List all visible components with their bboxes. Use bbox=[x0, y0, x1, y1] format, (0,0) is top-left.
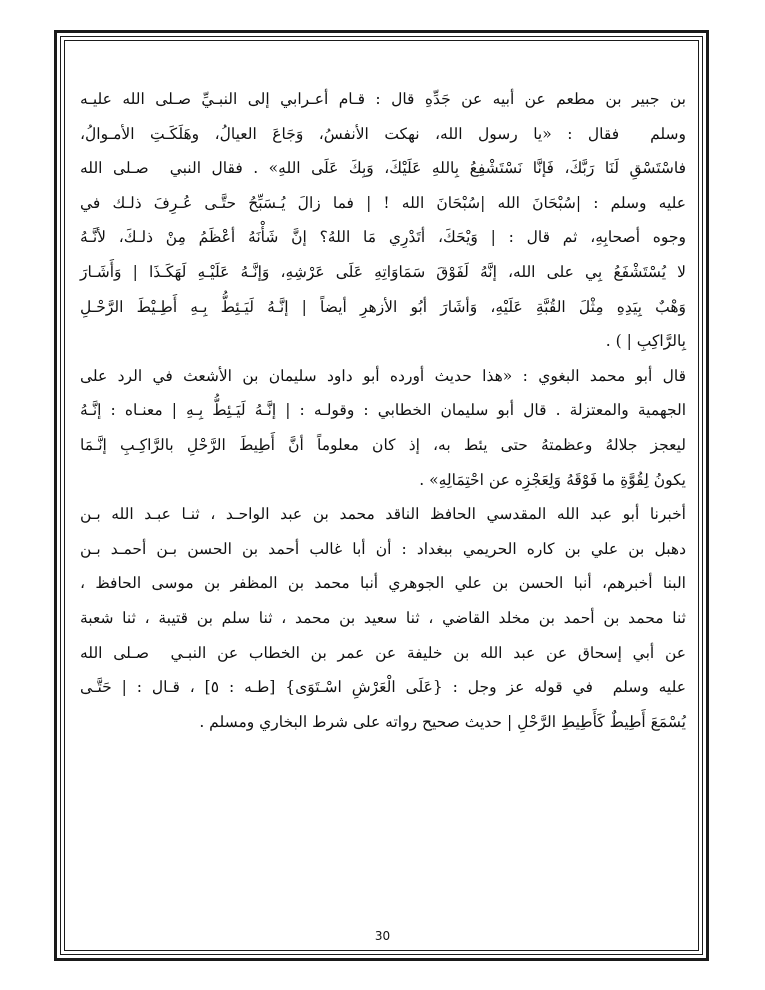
text-line: فاسْتَسْقِ لَنَا رَبَّكَ، فَإنَّا نَسْتَشْفِعُ بِاللهِ عَلَيْكَ، وَبِكَ عَلَى اللهِ» . فقال النبي ‏ صـلى الله bbox=[80, 159, 686, 178]
text-line: ثنا محمد بن أحمد بن مخلد القاضي ، ثنا سعيد بن محمد ، ثنا سلم بن قتيبة ، ثنا شعبة bbox=[80, 608, 686, 627]
page-number: 30 bbox=[374, 929, 391, 943]
text-line: ليعجز جلالهُ وعظمتهُ حتى يئط به، إذ كان معلوماً أنَّ أَطِيطَ الرَّحْلِ بالرَّاكِـبِ إنَّـمَا bbox=[80, 435, 686, 454]
text-line: لا يُسْتَشْفَعُ بِي على الله، إنَّهُ لَفَوْقَ سَمَاوَاتِهِ عَلَى عَرْشِهِ، وَإنَّـهُ عَلَيْـهِ لَهَكَـذَا | وَأَشَـارَ bbox=[80, 262, 686, 281]
text-line: أخبرنا أبو عبد الله المقدسي الحافظ الناقد محمد بن عبد الواحـد ، ثنـا عبـد الله بـن bbox=[80, 505, 686, 524]
text-line: وجوه أصحابِهِ، ثم قال : | وَيْحَكَ، أتَدْرِي مَا اللهُ؟ إنَّ شَأْنَهُ أعْظَمُ مِنْ ذلـكَ، لأنَّـهُ bbox=[80, 228, 686, 247]
page-body bbox=[80, 82, 686, 739]
paragraph bbox=[80, 497, 686, 739]
text-line: عن أبي إسحاق عن عبد الله بن خليفة عن عمر بن الخطاب عن النبـي ‏ صـلى الله bbox=[80, 643, 686, 662]
text-line: عليه وسلم ‏ في قوله عز وجل : {عَلَى الْعَرْشِ اسْـتَوَى} [طـه : ٥] ، قـال : | حَتَّـى bbox=[80, 678, 686, 697]
text-line: الجهمية والمعتزلة . قال أبو سليمان الخطابي : وقولـه : | إنَّـهُ لَيَـئِطُّ بِـهِ | معنـاه : إنَّـهُ bbox=[80, 401, 686, 420]
text-line: يكونُ لِقُوَّةِ ما فَوْقَهُ وَلِعَجْزِه عن احْتِمَالِهِ» . bbox=[419, 470, 686, 489]
text-line: عليه وسلم ‏: |سُبْحَانَ الله |سُبْحَانَ الله ! | فما زالَ يُـسَبِّحُ حتَّـى عُـرِفَ ذلـك في bbox=[80, 193, 686, 212]
text-line: وَهْبٌ بِيَدِهِ مِثْلَ القُبَّةِ عَلَيْهِ، وَأشَارَ أبُو الأزهرِ أيضاً | إنَّـهُ لَيَـئِطُّ بِـهِ أَطِـيْطَ الرَّحْـلِ bbox=[80, 297, 686, 316]
text-line: بن جبير بن مطعم عن أبيه عن جَدِّهِ قال : قـام أعـرابي إلى النبـيِّ ‏صـلى الله عليـه bbox=[80, 90, 686, 108]
text-line: البنا أخبرهم، أنبا الحسن بن علي الجوهري أنبا محمد بن المظفر بن موسى الحافظ ، bbox=[80, 574, 686, 593]
text-line: يُسْمَعَ أَطِيطٌ كَأَطِيطِ الرَّحْلِ | حديث صحيح رواته على شرط البخاري ومسلم . bbox=[199, 712, 686, 731]
paragraph bbox=[80, 359, 686, 497]
text-line: وسلم ‏ فقال : «يا رسول الله، نهكت الأنفسُ، وَجَاعَ العيالُ، وهَلَكَـتِ الأمـوالُ، bbox=[80, 124, 686, 143]
text-line: دهبل بن علي بن كاره الحريمي ببغداد : أن أبا غالب أحمد بن الحسن بـن أحمـد بـن bbox=[80, 539, 686, 558]
text-line: قال أبو محمد البغوي : «هذا حديث أورده أبو داود سليمان بن الأشعث في الرد على bbox=[80, 366, 686, 385]
paragraph bbox=[80, 82, 686, 359]
text-line: بِالرَّاكِبِ | ) . bbox=[605, 332, 686, 351]
